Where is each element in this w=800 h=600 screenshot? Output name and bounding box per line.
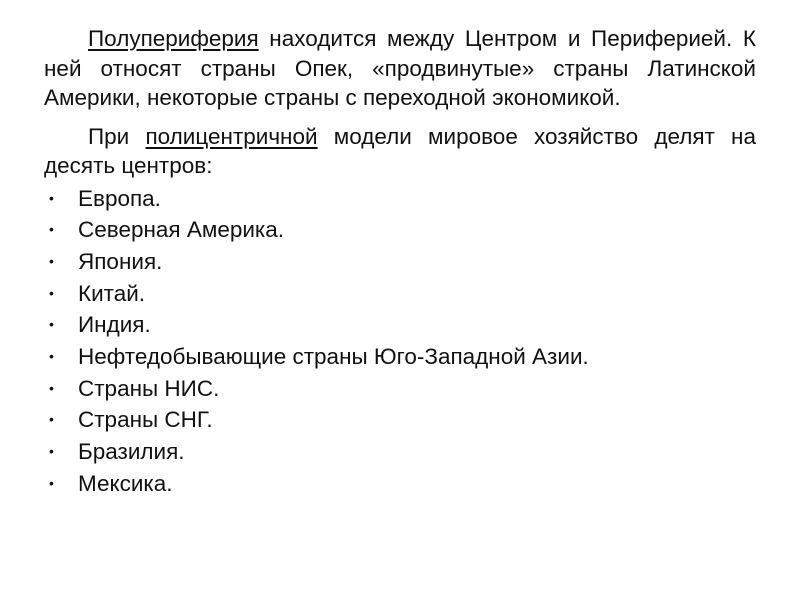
- list-item: [44, 183, 756, 215]
- bullet-icon: •: [49, 284, 54, 301]
- centers-list: [44, 183, 756, 500]
- list-item: [44, 214, 756, 246]
- center-name: Мексика.: [78, 470, 173, 496]
- bullet-icon: •: [49, 443, 54, 459]
- list-item: [44, 468, 756, 500]
- bullet-icon: •: [49, 379, 54, 396]
- bullet-icon: •: [49, 411, 54, 428]
- bullet-icon: •: [49, 252, 54, 269]
- center-name: Китай.: [78, 280, 146, 306]
- list-item: [44, 309, 756, 341]
- bullet-icon: •: [49, 316, 54, 333]
- center-name: Европа.: [78, 185, 161, 211]
- slide-content: [44, 24, 756, 499]
- semiperiphery-definition: находится между Центром и Периферией. К ней относят страны Опек, «продвинутые» страны Латинской Америки, некоторые страны с переходной экономикой.: [44, 26, 756, 110]
- list-item: [44, 373, 756, 405]
- bullet-icon: •: [49, 474, 54, 491]
- center-name: Бразилия.: [78, 439, 185, 464]
- paragraph-semiperiphery: [44, 24, 756, 113]
- list-item: [44, 278, 756, 310]
- center-name: Япония.: [78, 248, 163, 274]
- center-name: Страны СНГ.: [78, 407, 213, 433]
- term-semiperiphery: Полупериферия: [88, 26, 259, 51]
- paragraph-polycentric: [44, 122, 756, 181]
- list-item: [44, 246, 756, 278]
- list-item: [44, 436, 756, 468]
- list-item: [44, 404, 756, 436]
- polycentric-definition: модели мировое хозяйство делят на десять центров:: [44, 123, 756, 178]
- center-name: Нефтедобывающие страны Юго-Западной Азии.: [78, 343, 589, 369]
- center-name: Страны НИС.: [78, 375, 220, 401]
- bullet-icon: •: [49, 221, 54, 238]
- polycentric-intro: При: [88, 123, 146, 149]
- center-name: Северная Америка.: [78, 217, 285, 243]
- bullet-icon: •: [49, 189, 54, 206]
- center-name: Индия.: [78, 312, 151, 338]
- list-item: [44, 341, 756, 373]
- bullet-icon: •: [49, 347, 54, 364]
- term-polycentric: полицентричной: [145, 123, 318, 149]
